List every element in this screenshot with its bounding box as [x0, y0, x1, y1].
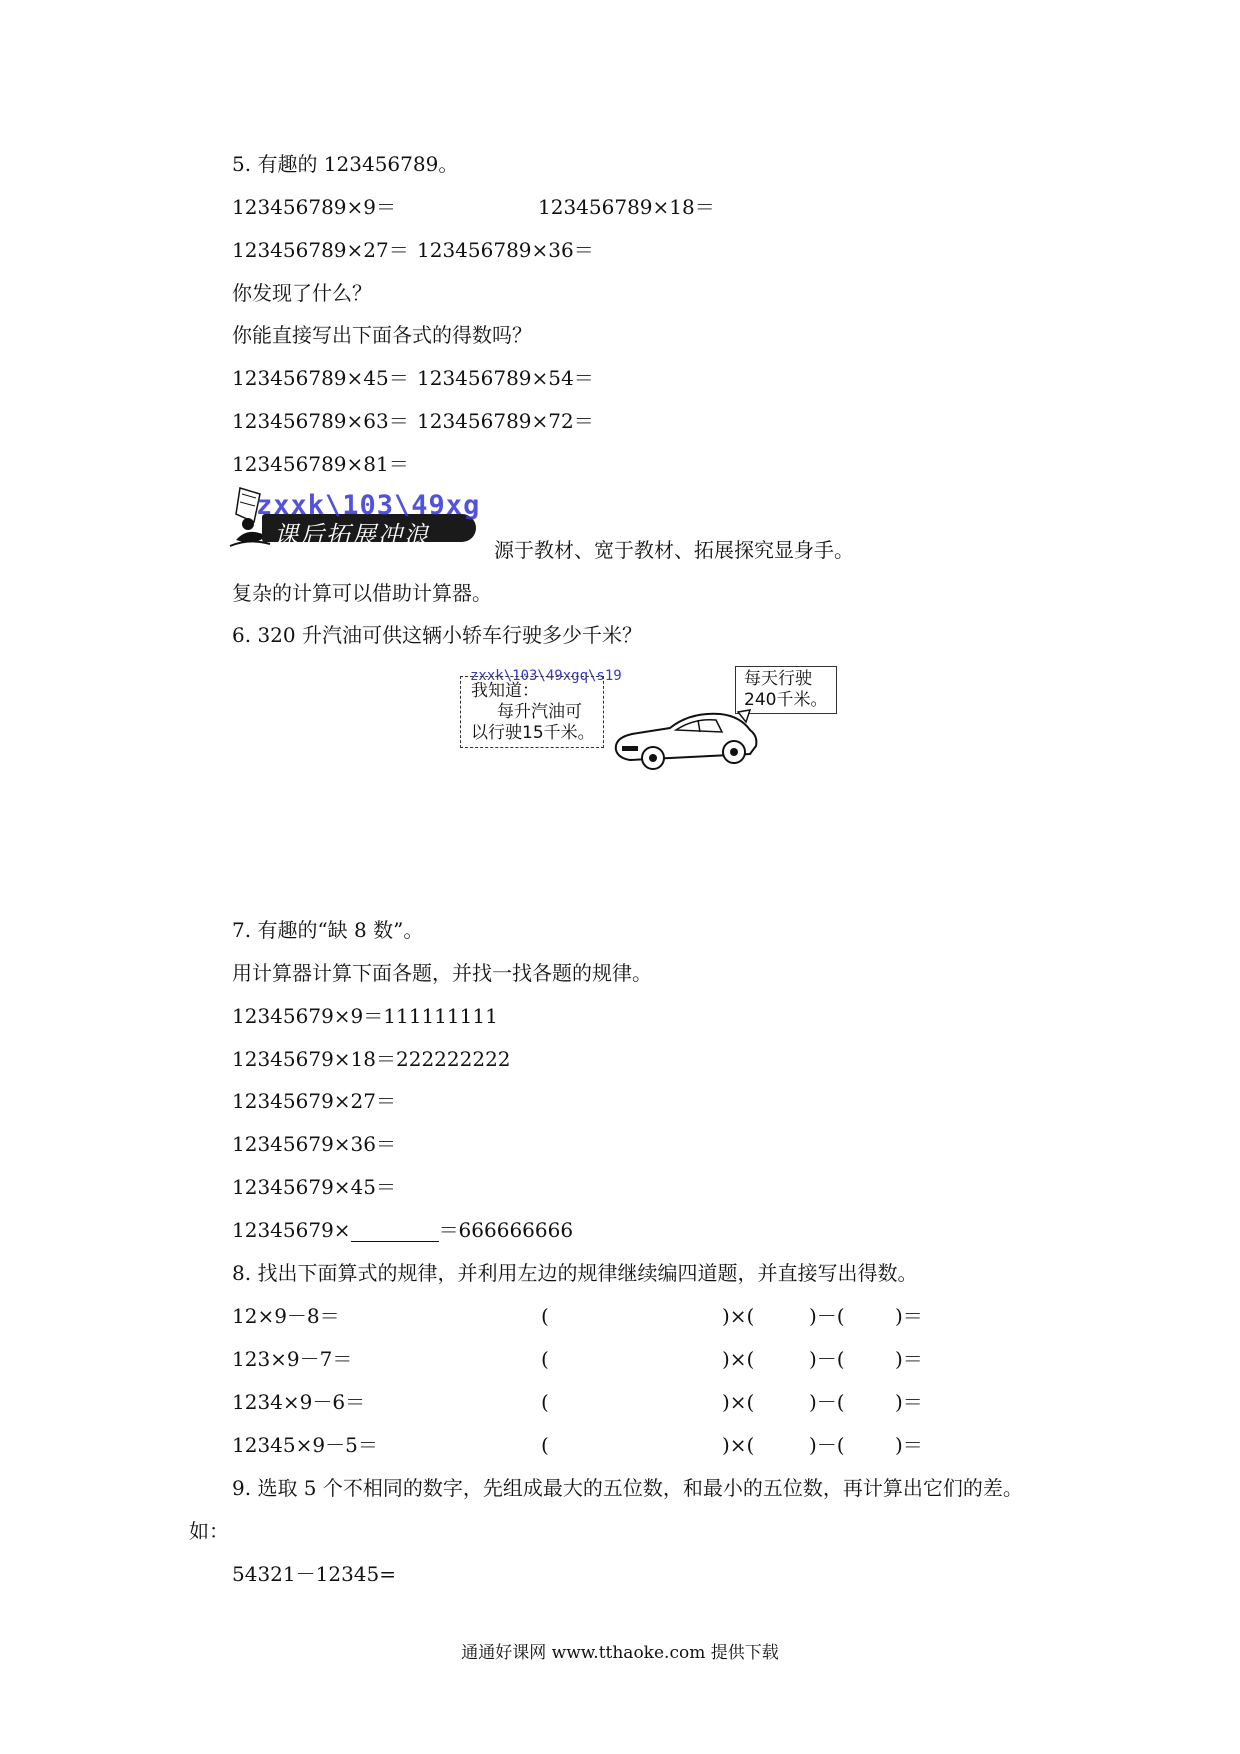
banner-title: 课后拓展冲浪 [274, 521, 430, 549]
q5-eq6: 123456789×54＝ [417, 366, 594, 390]
q9-title: 9. 选取 5 个不相同的数字，先组成最大的五位数，和最小的五位数，再计算出它们的差。 [232, 1476, 1023, 1500]
q8-row-2-equals: )＝ [895, 1347, 923, 1371]
q6-title: 6. 320 升汽油可供这辆小轿车行驶多少千米？ [232, 623, 642, 647]
q5-title: 5. 有趣的 123456789。 [232, 152, 459, 176]
q8-row-2-open: ( [541, 1347, 549, 1371]
q8-row-2-minus: )－( [809, 1347, 845, 1371]
q8-row-4-open: ( [541, 1433, 549, 1457]
q5-eq9: 123456789×81＝ [232, 452, 409, 476]
q8-row-2-times: )×( [722, 1347, 755, 1371]
q9-example-label: 如： [189, 1519, 229, 1543]
bubble-line-1: 每天行驶 [744, 669, 812, 689]
q7-eq6-prefix: 12345679× [232, 1218, 351, 1242]
q5-eq4: 123456789×36＝ [417, 238, 594, 262]
q5-ask2: 你能直接写出下面各式的得数吗？ [232, 323, 532, 347]
intro-text: 复杂的计算可以借助计算器。 [232, 581, 492, 605]
q8-row-2-left: 123×9－7＝ [232, 1347, 353, 1371]
q5-ask1: 你发现了什么？ [232, 281, 372, 305]
q7-title: 7. 有趣的“缺 8 数”。 [232, 918, 424, 942]
q8-row-1-minus: )－( [809, 1304, 845, 1328]
q8-row-3-left: 1234×9－6＝ [232, 1390, 366, 1414]
q7-eq6 [232, 1218, 573, 1242]
q8-title: 8. 找出下面算式的规律，并利用左边的规律继续编四道题，并直接写出得数。 [232, 1261, 918, 1285]
q7-eq3: 12345679×27＝ [232, 1089, 397, 1113]
bubble-line-2: 240千米。 [744, 690, 828, 710]
q5-eq7: 123456789×63＝ [232, 409, 409, 433]
q8-row-3-times: )×( [722, 1390, 755, 1414]
q5-eq2: 123456789×18＝ [538, 195, 715, 219]
q6-watermark: zxxk\103\49xgq\s19 [470, 668, 622, 684]
q7-eq1: 12345679×9＝111111111 [232, 1004, 498, 1028]
q8-row-4-times: )×( [722, 1433, 755, 1457]
footer-credit: 通通好课网 www.tthaoke.com 提供下载 [461, 1643, 779, 1663]
q5-eq8: 123456789×72＝ [417, 409, 594, 433]
q8-row-3-equals: )＝ [895, 1390, 923, 1414]
info-note [460, 676, 604, 748]
q7-eq5: 12345679×45＝ [232, 1175, 397, 1199]
q8-row-4-equals: )＝ [895, 1433, 923, 1457]
q8-row-1-open: ( [541, 1304, 549, 1328]
banner-watermark: zxxk\103\49xg [256, 490, 481, 521]
car-icon [610, 700, 780, 780]
q7-eq6-suffix: ＝666666666 [438, 1218, 574, 1242]
note-line-2: 每升汽油可 [497, 702, 582, 722]
q8-row-1-left: 12×9－8＝ [232, 1304, 340, 1328]
q5-eq1: 123456789×9＝ [232, 195, 397, 219]
q7-instruction: 用计算器计算下面各题，并找一找各题的规律。 [232, 961, 652, 985]
note-line-3: 以行驶15千米。 [471, 723, 595, 743]
q5-eq3: 123456789×27＝ [232, 238, 409, 262]
note-line-1: 我知道： [471, 681, 539, 701]
q8-row-1-times: )×( [722, 1304, 755, 1328]
q8-row-3-minus: )－( [809, 1390, 845, 1414]
q5-eq5: 123456789×45＝ [232, 366, 409, 390]
q8-row-1-equals: )＝ [895, 1304, 923, 1328]
q9-example-equation: 54321－12345= [232, 1562, 397, 1586]
q8-row-4-left: 12345×9－5＝ [232, 1433, 378, 1457]
q8-row-4-minus: )－( [809, 1433, 845, 1457]
q7-eq2: 12345679×18＝222222222 [232, 1047, 511, 1071]
section-banner [226, 490, 488, 550]
answer-blank[interactable] [351, 1221, 439, 1242]
q8-row-3-open: ( [541, 1390, 549, 1414]
banner-slogan: 源于教材、宽于教材、拓展探究显身手。 [494, 538, 854, 562]
q7-eq4: 12345679×36＝ [232, 1132, 397, 1156]
